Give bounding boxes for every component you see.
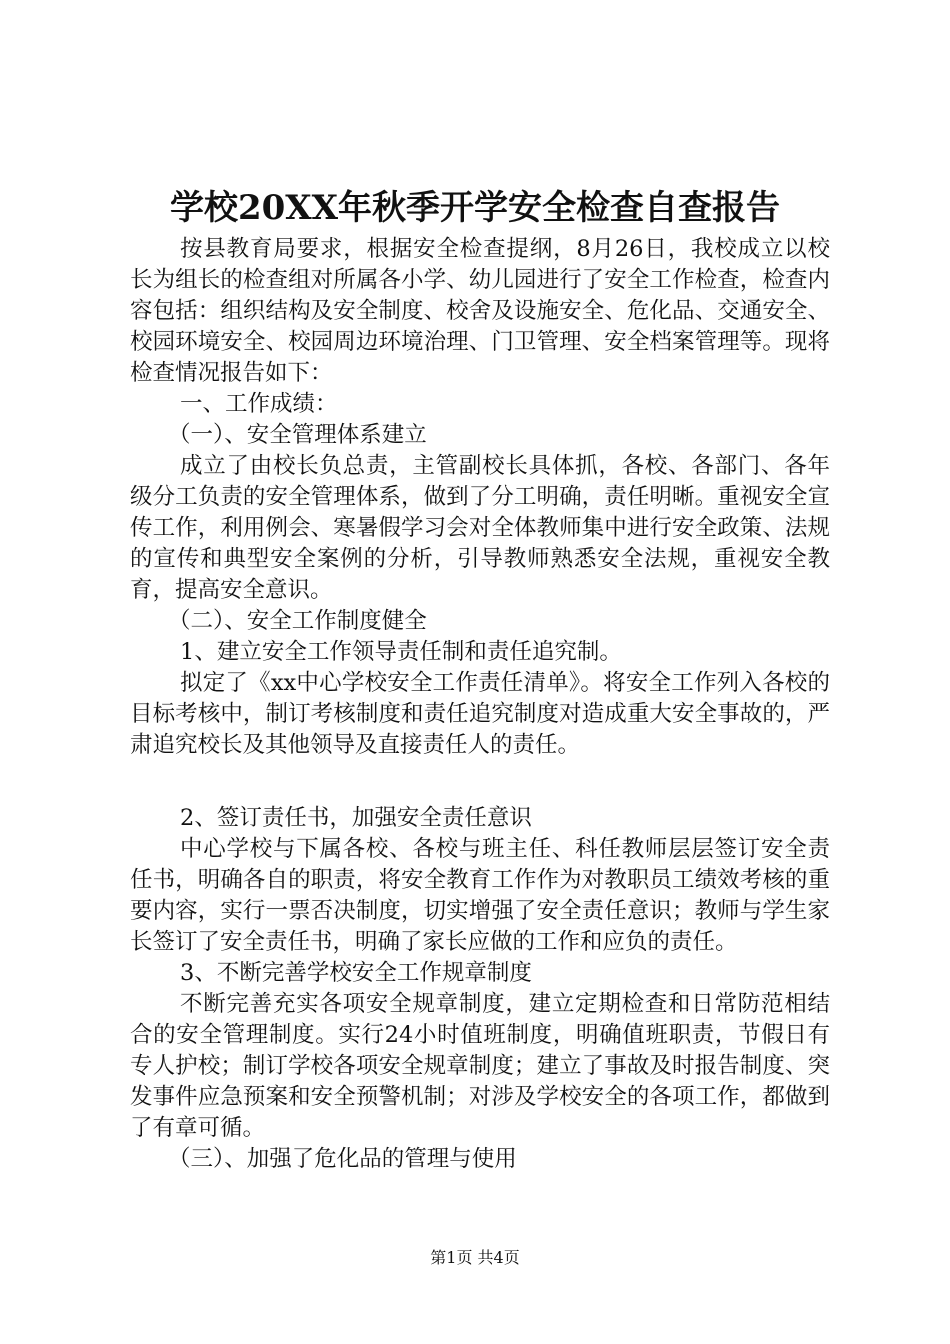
paragraph-section-1: 成立了由校长负总责，主管副校长具体抓，各校、各部门、各年级分工负责的安全管理体系，做到了分工明确，责任明晰。重视安全宣传工作，利用例会、寒暑假学习会对全体教师集中进行安全政策、法规的宣传和典型安全案例的分析，引导教师熟悉安全法规，重视安全教育，提高安全意识。 [130,453,830,603]
paragraph-item-1: 拟定了《xx中心学校安全工作责任清单》。将安全工作列入各校的目标考核中，制订考核制度和责任追究制度对造成重大安全事故的，严肃追究校长及其他领导及直接责任人的责任。 [130,670,830,758]
document-body [130,234,830,1175]
paragraph-gap [130,761,830,803]
paragraph-item-2: 中心学校与下属各校、各校与班主任、科任教师层层签订安全责任书，明确各自的职责，将安全教育工作作为对教职员工绩效考核的重要内容，实行一票否决制度，切实增强了安全责任意识；教师与学生家长签订了安全责任书，明确了家长应做的工作和应负的责任。 [130,836,830,955]
subheading-item-1: 1、建立安全工作领导责任制和责任追究制。 [180,639,622,665]
page-footer: 第1页 共4页 [430,1248,520,1267]
heading-section-1: （一）、安全管理体系建立 [168,422,427,448]
heading-work-results: 一、工作成绩： [180,391,338,417]
document-title: 学校20XX年秋季开学安全检查自查报告 [169,188,781,228]
subheading-item-2: 2、签订责任书，加强安全责任意识 [180,805,532,831]
paragraph-item-3: 不断完善充实各项安全规章制度，建立定期检查和日常防范相结合的安全管理制度。实行24小时值班制度，明确值班职责，节假日有专人护校；制订学校各项安全规章制度；建立了事故及时报告制度、突发事件应急预案和安全预警机制；对涉及学校安全的各项工作，都做到了有章可循。 [130,991,830,1141]
heading-section-2: （二）、安全工作制度健全 [168,608,427,634]
paragraph-intro: 按县教育局要求，根据安全检查提纲，8月26日，我校成立以校长为组长的检查组对所属各小学、幼儿园进行了安全工作检查，检查内容包括：组织结构及安全制度、校舍及设施安全、危化品、交通安全、校园环境安全、校园周边环境治理、门卫管理、安全档案管理等。现将检查情况报告如下： [130,236,830,386]
heading-section-3: （三）、加强了危化品的管理与使用 [168,1146,517,1172]
subheading-item-3: 3、不断完善学校安全工作规章制度 [180,960,532,986]
